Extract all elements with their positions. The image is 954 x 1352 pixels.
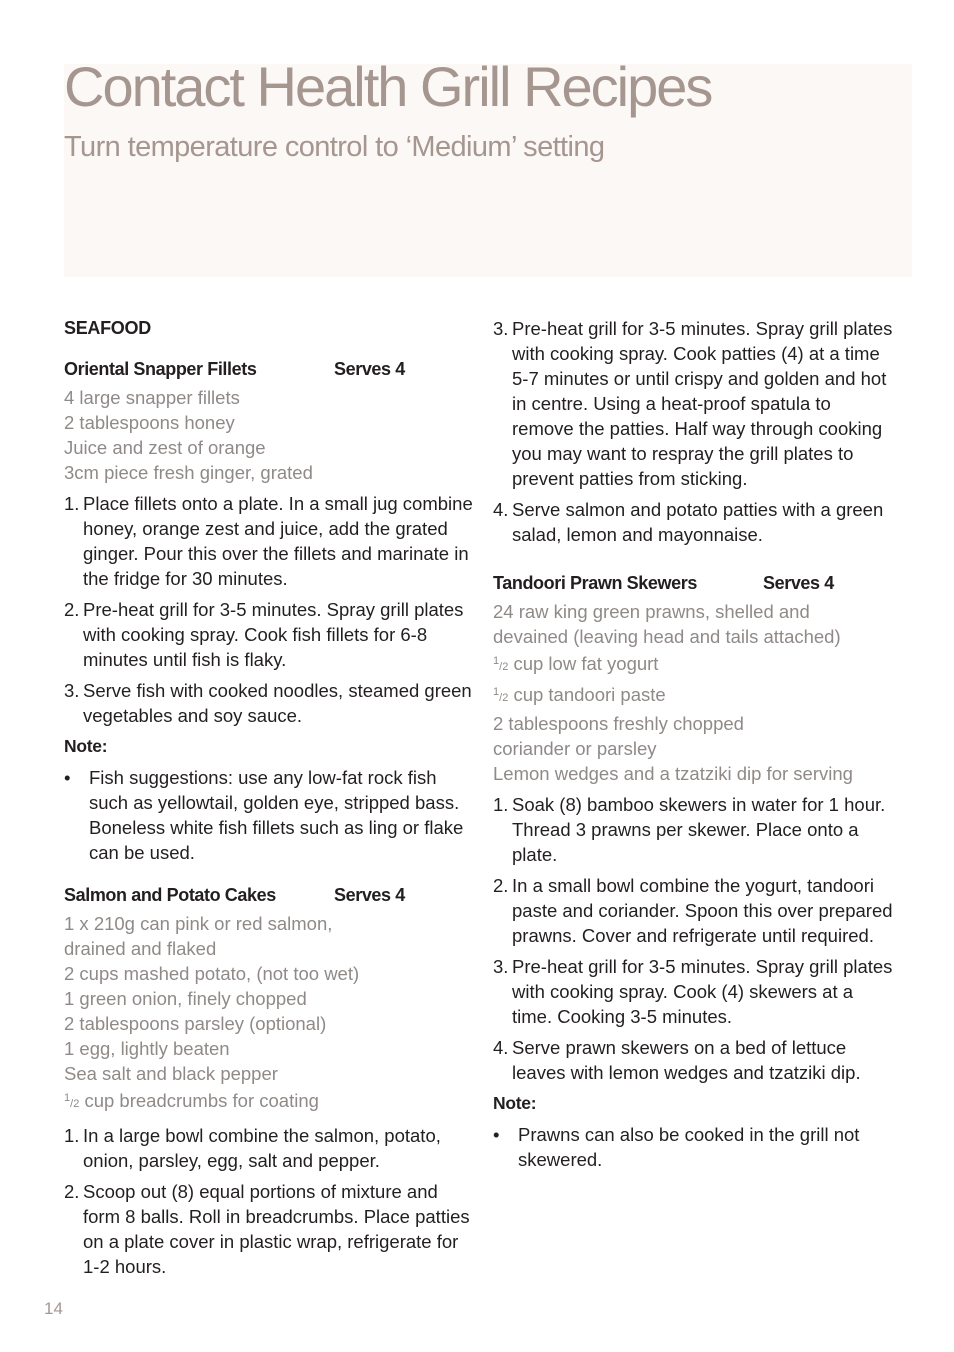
note-label: Note:: [493, 1093, 537, 1113]
ingredient-text: cup low fat yogurt: [508, 653, 659, 674]
ingredient: 3cm piece fresh ginger, grated: [64, 462, 313, 483]
ingredient: [64, 1086, 474, 1117]
step-number: 2.: [493, 875, 509, 896]
ingredient: 4 large snapper fillets: [64, 387, 240, 408]
method-step: [64, 1123, 474, 1173]
step-number: 3.: [493, 318, 509, 339]
note-list: [64, 765, 474, 865]
ingredient-list: [64, 385, 474, 485]
note-item: [64, 765, 474, 865]
method-step: [64, 678, 474, 728]
fraction-slash: /: [70, 1098, 74, 1110]
method-step: [493, 497, 893, 547]
note-list: [493, 1122, 893, 1172]
page-title: Contact Health Grill Recipes: [64, 55, 712, 118]
method-step: [493, 873, 893, 948]
recipe-header: [64, 357, 474, 382]
bullet: •: [64, 767, 71, 788]
ingredient: Juice and zest of orange: [64, 437, 266, 458]
section-heading: SEAFOOD: [64, 318, 151, 338]
method-steps: [64, 491, 474, 728]
recipe-snapper: [64, 357, 474, 865]
ingredient: Sea salt and black pepper: [64, 1063, 278, 1084]
serves-label: Serves 4: [763, 573, 834, 593]
recipe-prawn: [493, 571, 893, 1172]
step-number: 1.: [64, 493, 80, 514]
step-text: Soak (8) bamboo skewers in water for 1 hour. Thread 3 prawns per skewer. Place onto a plate.: [512, 794, 886, 865]
note-text: Fish suggestions: use any low-fat rock fish such as yellowtail, golden eye, stripped bass. Boneless white fish fillets such as ling or flake can be used.: [89, 767, 464, 863]
ingredient: 1 egg, lightly beaten: [64, 1038, 230, 1059]
method-steps-continued: [493, 316, 893, 547]
page-number: 14: [44, 1299, 63, 1318]
ingredient: 2 tablespoons honey: [64, 412, 235, 433]
method-step: [64, 491, 474, 591]
ingredient: 24 raw king green prawns, shelled and: [493, 601, 810, 622]
recipe-title: Tandoori Prawn Skewers: [493, 573, 697, 593]
fraction-numerator: 1: [493, 686, 500, 698]
method-steps: [493, 792, 893, 1085]
step-text: Place fillets onto a plate. In a small jug combine honey, orange zest and juice, add the grated ginger. Pour this over the fillets and marinate in the fridge for 30 minutes.: [83, 493, 473, 589]
method-step: [493, 954, 893, 1029]
step-text: Pre-heat grill for 3-5 minutes. Spray grill plates with cooking spray. Cook patties (4) at a time 5-7 minutes or until crispy and golden and hot in centre. Using a heat-proof spatula to remove the patties. Half way through cooking you may want to respray the grill plates to prevent patties from sticking.: [512, 318, 893, 489]
method-step: [64, 597, 474, 672]
ingredient: [493, 680, 893, 711]
ingredient: 1 x 210g can pink or red salmon,: [64, 913, 333, 934]
ingredient: 2 tablespoons freshly chopped: [493, 713, 744, 734]
step-text: In a small bowl combine the yogurt, tandoori paste and coriander. Spoon this over prepared prawns. Cover and refrigerate until required.: [512, 875, 893, 946]
ingredient: drained and flaked: [64, 938, 217, 959]
recipe-header: [493, 571, 893, 596]
method-step: [493, 1035, 893, 1085]
step-number: 1.: [493, 794, 509, 815]
serves-label: Serves 4: [334, 885, 405, 905]
step-text: Serve prawn skewers on a bed of lettuce leaves with lemon wedges and tzatziki dip.: [512, 1037, 861, 1083]
ingredient-list: [64, 911, 474, 1117]
ingredient: 2 cups mashed potato, (not too wet): [64, 963, 360, 984]
step-text: In a large bowl combine the salmon, potato, onion, parsley, egg, salt and pepper.: [83, 1125, 441, 1171]
ingredient-text: cup breadcrumbs for coating: [79, 1090, 319, 1111]
step-number: 2.: [64, 599, 80, 620]
method-step: [64, 1179, 474, 1279]
ingredient: [493, 649, 893, 680]
ingredient: 1 green onion, finely chopped: [64, 988, 307, 1009]
recipe-salmon: [64, 883, 474, 1279]
spacer: [493, 553, 893, 571]
ingredient-list: [493, 599, 893, 786]
step-number: 3.: [493, 956, 509, 977]
fraction-slash: /: [499, 692, 503, 704]
fraction-denominator: 2: [502, 692, 509, 704]
method-steps: [64, 1123, 474, 1279]
fraction-denominator: 2: [73, 1098, 80, 1110]
step-number: 3.: [64, 680, 80, 701]
fraction-numerator: 1: [493, 655, 500, 667]
method-step: [493, 316, 893, 491]
fraction-numerator: 1: [64, 1092, 71, 1104]
recipe-title: Salmon and Potato Cakes: [64, 885, 276, 905]
bullet: •: [493, 1124, 500, 1145]
step-number: 4.: [493, 499, 509, 520]
ingredient: devained (leaving head and tails attached): [493, 626, 841, 647]
step-text: Serve fish with cooked noodles, steamed green vegetables and soy sauce.: [83, 680, 472, 726]
ingredient: Lemon wedges and a tzatziki dip for serving: [493, 763, 853, 784]
page-subtitle: Turn temperature control to ‘Medium’ setting: [64, 131, 605, 163]
step-number: 2.: [64, 1181, 80, 1202]
step-text: Scoop out (8) equal portions of mixture and form 8 balls. Roll in breadcrumbs. Place patties on a plate cover in plastic wrap, refrigerate for 1-2 hours.: [83, 1181, 470, 1277]
note-item: [493, 1122, 893, 1172]
step-number: 4.: [493, 1037, 509, 1058]
right-column: [493, 316, 893, 1172]
step-text: Pre-heat grill for 3-5 minutes. Spray grill plates with cooking spray. Cook fish fillets for 6-8 minutes until fish is flaky.: [83, 599, 464, 670]
fraction-denominator: 2: [502, 661, 509, 673]
method-step: [493, 792, 893, 867]
serves-label: Serves 4: [334, 359, 405, 379]
recipe-header: [64, 883, 474, 908]
step-text: Serve salmon and potato patties with a green salad, lemon and mayonnaise.: [512, 499, 884, 545]
ingredient: coriander or parsley: [493, 738, 657, 759]
step-text: Pre-heat grill for 3-5 minutes. Spray grill plates with cooking spray. Cook (4) skewers at a time. Cooking 3-5 minutes.: [512, 956, 893, 1027]
left-column: [64, 316, 474, 1285]
ingredient: 2 tablespoons parsley (optional): [64, 1013, 327, 1034]
spacer: [64, 865, 474, 883]
ingredient-text: cup tandoori paste: [508, 684, 666, 705]
fraction-slash: /: [499, 661, 503, 673]
note-text: Prawns can also be cooked in the grill not skewered.: [518, 1124, 860, 1170]
step-number: 1.: [64, 1125, 80, 1146]
note-label: Note:: [64, 736, 108, 756]
recipe-title: Oriental Snapper Fillets: [64, 359, 257, 379]
